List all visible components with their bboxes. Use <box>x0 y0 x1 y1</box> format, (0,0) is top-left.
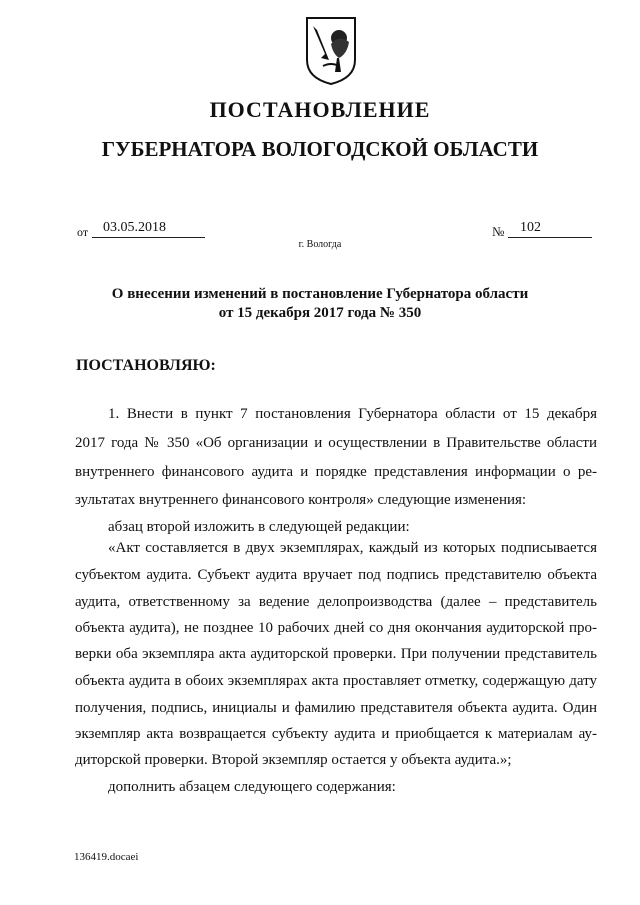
body-line: дополнить абзацем следующего содержания: <box>108 779 396 795</box>
subject-line-2: от 15 декабря 2017 года № 350 <box>218 305 422 321</box>
body-line: объекта аудита в обоих экземплярах акта проставляет отметку, содержащую дату <box>75 673 597 689</box>
date-value: 03.05.2018 <box>103 220 166 235</box>
body-line: зультатах внутреннего финансового контроля» следующие изменения: <box>75 492 527 508</box>
city: г. Вологда <box>298 239 342 250</box>
body-line: внутреннего финансового аудита и порядке представления информации о ре- <box>75 464 597 480</box>
body-line: «Акт составляется в двух экземплярах, каждый из которых подписывается <box>108 540 597 556</box>
document-issuer: ГУБЕРНАТОРА ВОЛОГОДСКОЙ ОБЛАСТИ <box>101 137 539 161</box>
body-line: абзац второй изложить в следующей редакции: <box>108 519 410 535</box>
date-label: от <box>77 225 89 239</box>
document-title: ПОСТАНОВЛЕНИЕ <box>209 97 431 122</box>
document-id: 136419.docaei <box>74 851 139 863</box>
number-label: № <box>492 224 505 239</box>
decree-heading: ПОСТАНОВЛЯЮ: <box>76 357 216 374</box>
body-line: 1. Внести в пункт 7 постановления Губернатора области от 15 декабря <box>108 406 597 422</box>
coat-of-arms-emblem <box>303 14 359 86</box>
body-line: экземпляр акта возвращается субъекту аудита и приобщается к материалам ау- <box>75 726 597 742</box>
body-line: субъектом аудита. Субъект аудита вручает под подпись представителю объекта <box>75 567 597 583</box>
body-line: аудита, ответственному за ведение делопроизводства (далее – представитель <box>75 594 597 610</box>
body-line: получения, подпись, инициалы и фамилию представителя объекта аудита. Один <box>75 700 597 716</box>
body-line: 2017 года № 350 «Об организации и осуществлении в Правительстве области <box>75 435 597 451</box>
subject-line-1: О внесении изменений в постановление Губернатора области <box>111 286 529 302</box>
body-line: объекта аудита), не позднее 10 рабочих дней со дня окончания аудиторской про- <box>75 620 597 636</box>
number-value: 102 <box>520 220 541 235</box>
body-line: диторской проверки. Второй экземпляр остается у объекта аудита.»; <box>75 752 512 768</box>
body-line: верки оба экземпляра акта аудиторской проверки. При получении представитель <box>75 646 597 662</box>
